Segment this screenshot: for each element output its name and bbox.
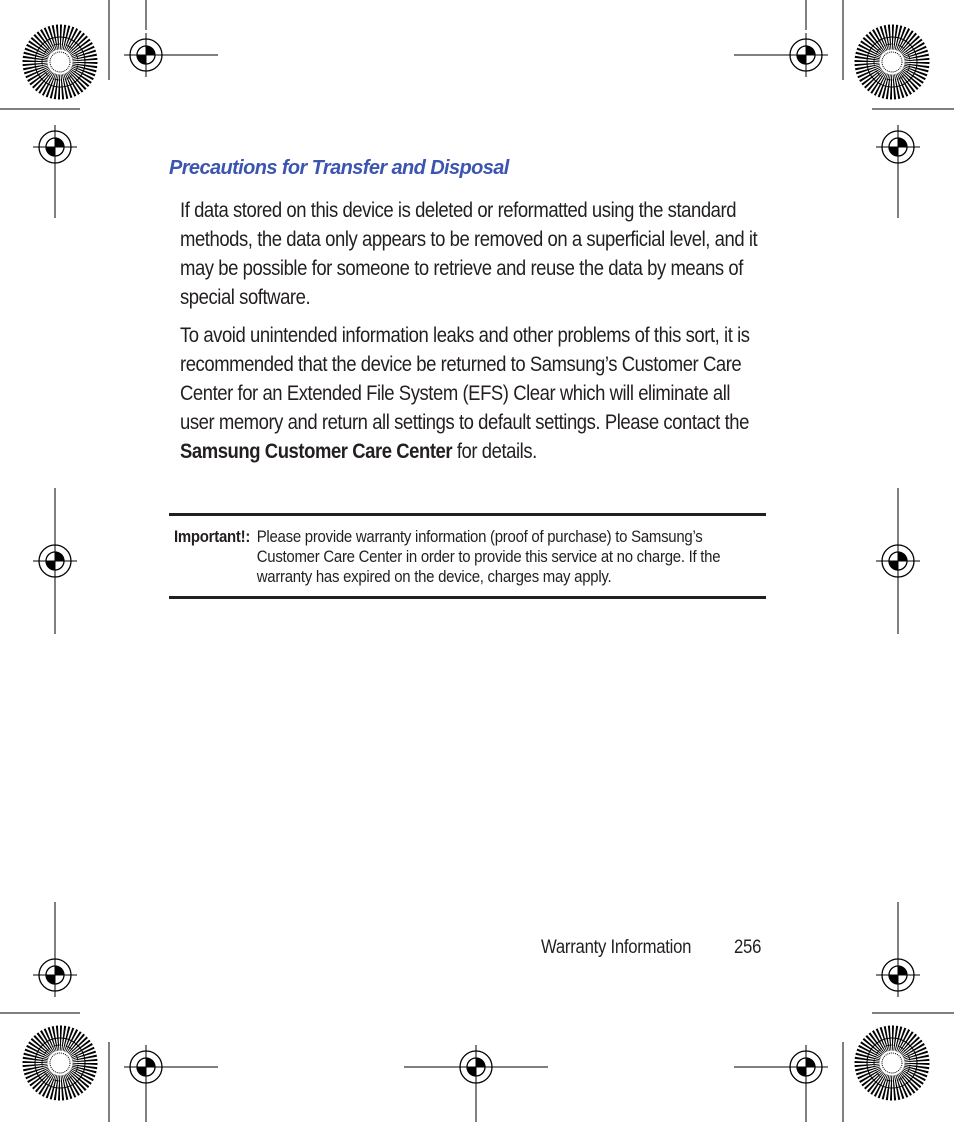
note-top-rule	[169, 513, 766, 516]
registration-mark-bottom-center	[454, 1045, 498, 1089]
important-note-text: Please provide warranty information (proof of purchase) to Samsung’s Customer Care Center in order to provide this service at no charge. If the warranty has expired on the device, charges may apply.	[256, 527, 721, 586]
registration-mark-top-left	[124, 33, 168, 77]
registration-mark-bottom-right	[784, 1045, 828, 1089]
note-bottom-rule	[169, 596, 766, 599]
page-number: 256	[734, 937, 762, 958]
footer-section-title: Warranty Information	[541, 937, 692, 958]
section-heading: Precautions for Transfer and Disposal	[169, 157, 509, 179]
registration-mark-upper-left	[33, 125, 77, 169]
important-note	[174, 527, 768, 587]
registration-mark-middle-left	[33, 539, 77, 583]
paragraph-efs-clear	[180, 321, 765, 466]
paragraph-data-deletion: If data stored on this device is deleted or reformatted using the standard methods, the data only appears to be removed on a superficial level, and it may be possible for someone to retrieve and reuse the data by means of special software.	[180, 199, 758, 309]
important-label: Important!:	[174, 527, 251, 546]
star-wheel-bottom-right	[867, 1038, 917, 1088]
registration-mark-middle-right	[876, 539, 920, 583]
star-wheel-top-left	[35, 37, 85, 87]
registration-mark-upper-right	[876, 125, 920, 169]
star-wheel-bottom-left	[35, 1038, 85, 1088]
customer-care-center-emphasis: Samsung Customer Care Center	[180, 440, 453, 463]
paragraph-text-after: for details.	[452, 440, 537, 463]
paragraph-text-before: To avoid unintended information leaks and other problems of this sort, it is recommended that the device be returned to Samsung’s Customer Care Center for an Extended File System (EFS) Clear which will eliminate all user memory and return all settings to default settings. Please contact the	[180, 324, 750, 434]
star-wheel-top-right	[867, 37, 917, 87]
registration-mark-lower-right	[876, 953, 920, 997]
registration-mark-lower-left	[33, 953, 77, 997]
registration-mark-top-right	[784, 33, 828, 77]
registration-mark-bottom-left	[124, 1045, 168, 1089]
